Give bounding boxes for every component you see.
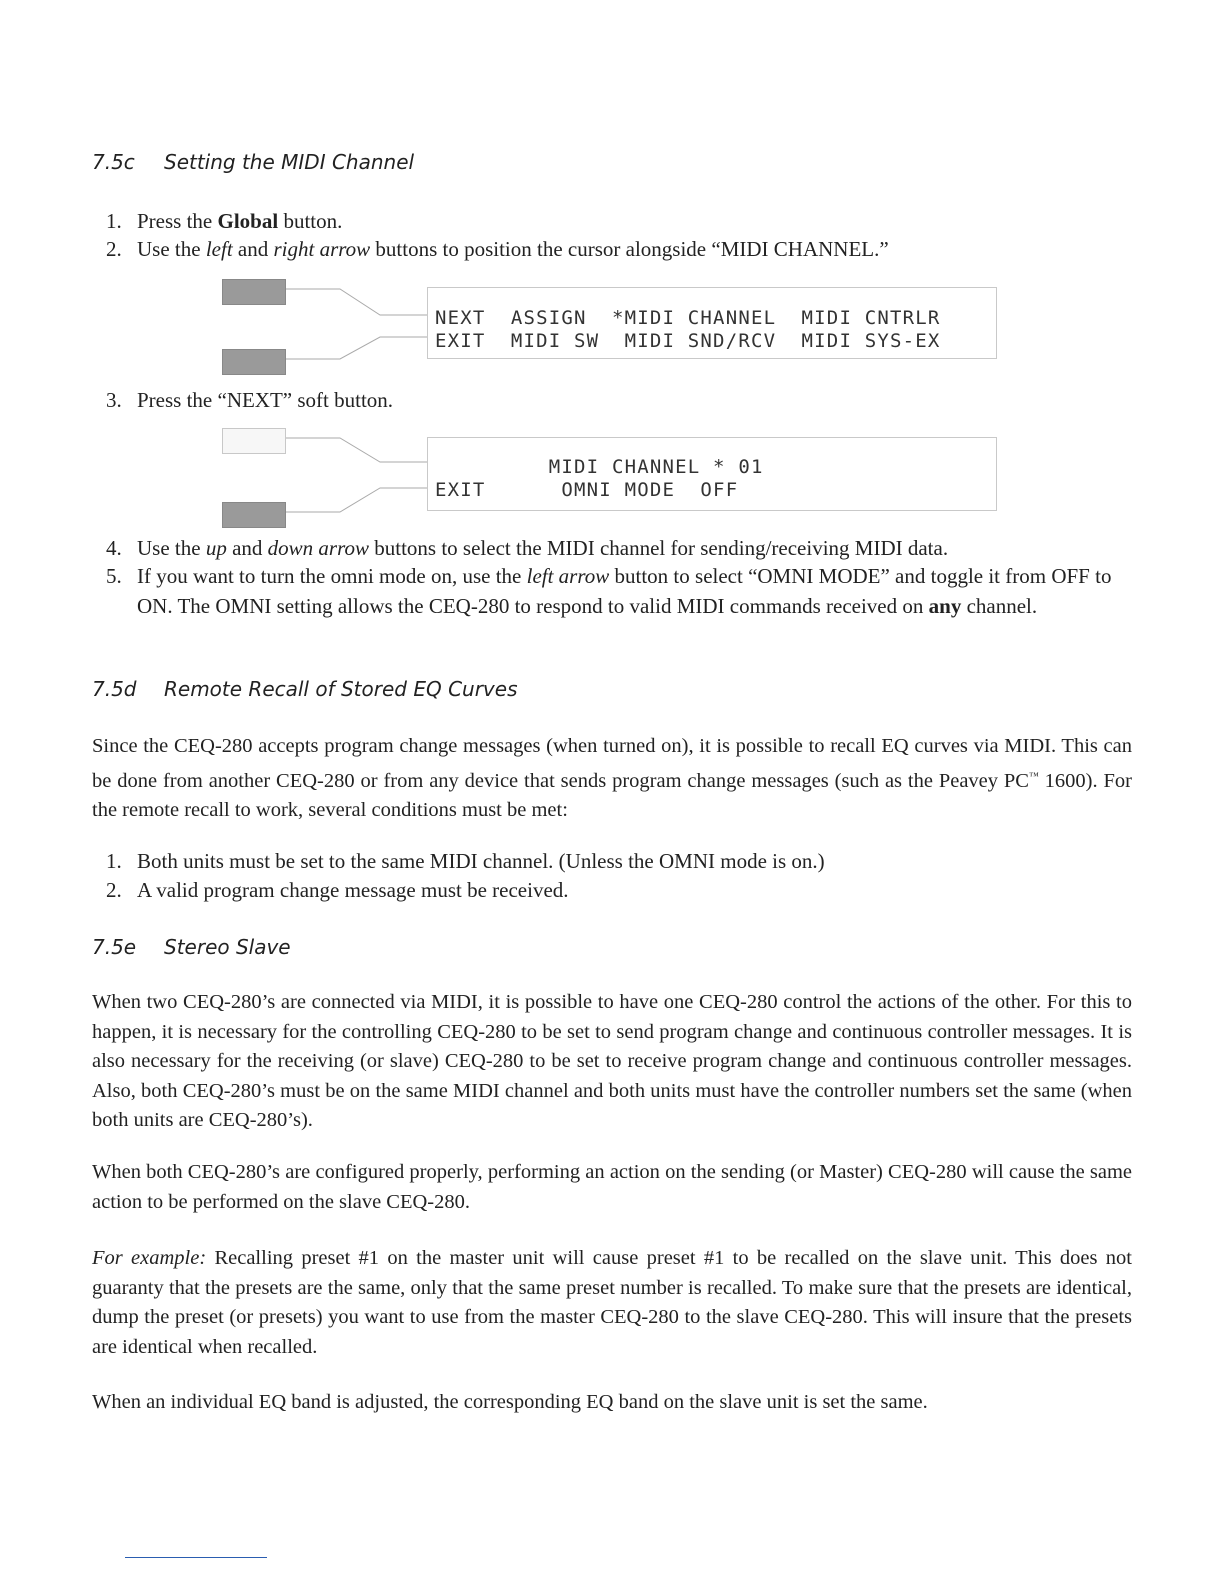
soft-button-top[interactable] bbox=[222, 428, 286, 454]
section-title: Setting the MIDI Channel bbox=[164, 150, 415, 174]
step-text: Use the left and right arrow buttons to position the cursor alongside “MIDI CHANNEL.” bbox=[137, 237, 889, 261]
list-item bbox=[106, 533, 1136, 563]
paragraph: When both CEQ-280’s are configured properly, performing an action on the sending (or Master) CEQ-280 will cause the same action to be performed on the slave CEQ-280. bbox=[92, 1161, 1132, 1213]
paragraph-intro: Since the CEQ-280 accepts program change messages (when turned on), it is possible to recall EQ curves via MIDI. This can be done from another CEQ-280 or from any device that sends program change messages (such as the Peavey PC™ 1600). For the remote recall to work, several conditions must be met: bbox=[92, 735, 1132, 821]
paragraph: For example: Recalling preset #1 on the master unit will cause preset #1 to be recalled on the slave unit. This does not guaranty that the presets are the same, only that the same preset number is recalled. To make sure that the presets are identical, dump the preset (or presets) you want to use from the master CEQ-280 to the slave CEQ-280. This will insure that the presets are identical when recalled. bbox=[92, 1247, 1132, 1358]
paragraph: When two CEQ-280’s are connected via MIDI, it is possible to have one CEQ-280 control the actions of the other. For this to happen, it is necessary for the controlling CEQ-280 to be set to send program change and continuous controller messages. It is also necessary for the receiving (or slave) CEQ-280 to be set to receive program change and continuous controller messages. Also, both CEQ-280’s must be on the same MIDI channel and both units must have the controller numbers set the same (when both units are CEQ-280’s). bbox=[92, 991, 1132, 1131]
lcd-row-1: MIDI CHANNEL * 01 bbox=[435, 456, 764, 478]
step-text: Press the “NEXT” soft button. bbox=[137, 388, 394, 412]
step-number: 4. bbox=[106, 536, 122, 560]
step-number: 5. bbox=[106, 564, 122, 588]
lcd-diagram-main-menu bbox=[220, 279, 1000, 369]
step-text: Press the Global button. bbox=[137, 209, 343, 233]
soft-button-bottom[interactable] bbox=[222, 349, 286, 375]
section-heading-7-5c bbox=[92, 150, 414, 174]
step-text: Both units must be set to the same MIDI channel. (Unless the OMNI mode is on.) bbox=[137, 849, 825, 873]
list-item bbox=[106, 206, 1136, 236]
lcd-display bbox=[427, 287, 997, 359]
list-item bbox=[106, 561, 1136, 621]
list-item bbox=[106, 385, 1136, 415]
section-number: 7.5c bbox=[92, 150, 135, 174]
step-text: Use the up and down arrow buttons to select the MIDI channel for sending/receiving MIDI data. bbox=[137, 536, 949, 560]
step-number: 2. bbox=[106, 878, 122, 902]
step-number: 3. bbox=[106, 388, 122, 412]
step-text: A valid program change message must be received. bbox=[137, 878, 569, 902]
section-title: Remote Recall of Stored EQ Curves bbox=[164, 677, 518, 701]
section-number: 7.5d bbox=[92, 677, 137, 701]
step-number: 2. bbox=[106, 237, 122, 261]
section-heading-7-5d bbox=[92, 677, 518, 701]
paragraph: When an individual EQ band is adjusted, the corresponding EQ band on the slave unit is set the same. bbox=[92, 1391, 928, 1413]
soft-button-bottom[interactable] bbox=[222, 502, 286, 528]
list-item bbox=[106, 234, 1136, 264]
lcd-row-1: NEXT ASSIGN *MIDI CHANNEL MIDI CNTRLR bbox=[435, 307, 941, 329]
section-heading-7-5e bbox=[92, 935, 291, 959]
step-text: If you want to turn the omni mode on, use the left arrow button to select “OMNI MODE” and toggle it from OFF to ON. The OMNI setting allows the CEQ-280 to respond to valid MIDI commands received on any channel. bbox=[137, 564, 1112, 618]
step-number: 1. bbox=[106, 849, 122, 873]
lcd-row-2: EXIT MIDI SW MIDI SND/RCV MIDI SYS-EX bbox=[435, 330, 941, 352]
soft-button-top[interactable] bbox=[222, 279, 286, 305]
lcd-diagram-midi-channel bbox=[220, 428, 1000, 518]
list-item bbox=[106, 846, 1136, 876]
section-number: 7.5e bbox=[92, 935, 137, 959]
footer-rule bbox=[125, 1557, 267, 1558]
lcd-display bbox=[427, 437, 997, 511]
step-number: 1. bbox=[106, 209, 122, 233]
list-item bbox=[106, 875, 1136, 905]
section-title: Stereo Slave bbox=[164, 935, 291, 959]
lcd-row-2: EXIT OMNI MODE OFF bbox=[435, 479, 739, 501]
